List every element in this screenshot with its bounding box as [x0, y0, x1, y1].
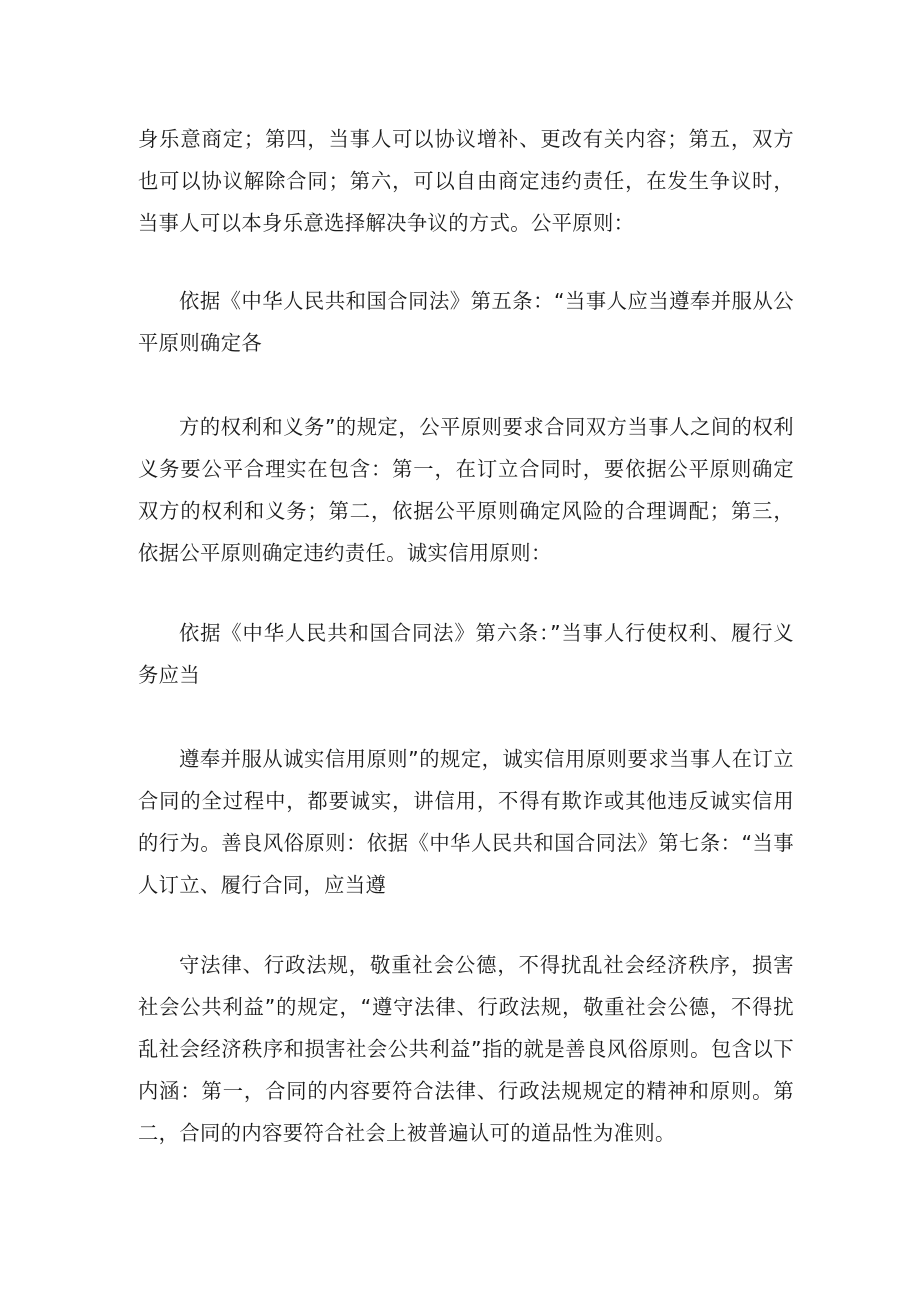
- paragraph-4: 依据《中华人民共和国合同法》第六条：”当事人行使权利、履行义务应当: [138, 621, 794, 687]
- paragraph-1: 身乐意商定；第四，当事人可以协议增补、更改有关内容；第五，双方也可以协议解除合同；第六，可以自由商定违约责任，在发生争议时，当事人可以本身乐意选择解决争议的方式。公平原则：: [138, 127, 794, 235]
- paragraph-6: 守法律、行政法规，敬重社会公德，不得扰乱社会经济秩序，损害社会公共利益”的规定，“遵守法律、行政法规，敬重社会公德，不得扰乱社会经济秩序和损害社会公共利益”指的就是善良风俗原则。包含以下内涵：第一，合同的内容要符合法律、行政法规规定的精神和原则。第二，合同的内容要符合社会上被普遍认可的道品性为准则。: [138, 953, 794, 1145]
- paragraph-2: 依据《中华人民共和国合同法》第五条：“当事人应当遵奉并服从公平原则确定各: [138, 289, 794, 355]
- paragraph-5: 遵奉并服从诚实信用原则”的规定，诚实信用原则要求当事人在订立合同的全过程中，都要诚实，讲信用，不得有欺诈或其他违反诚实信用的行为。善良风俗原则：依据《中华人民共和国合同法》第七条：“当事人订立、履行合同，应当遵: [138, 747, 794, 897]
- paragraph-3: 方的权利和义务”的规定，公平原则要求合同双方当事人之间的权利义务要公平合理实在包含：第一，在订立合同时，要依据公平原则确定双方的权利和义务；第二，依据公平原则确定风险的合理调配；第三，依据公平原则确定违约责任。诚实信用原则：: [138, 415, 794, 565]
